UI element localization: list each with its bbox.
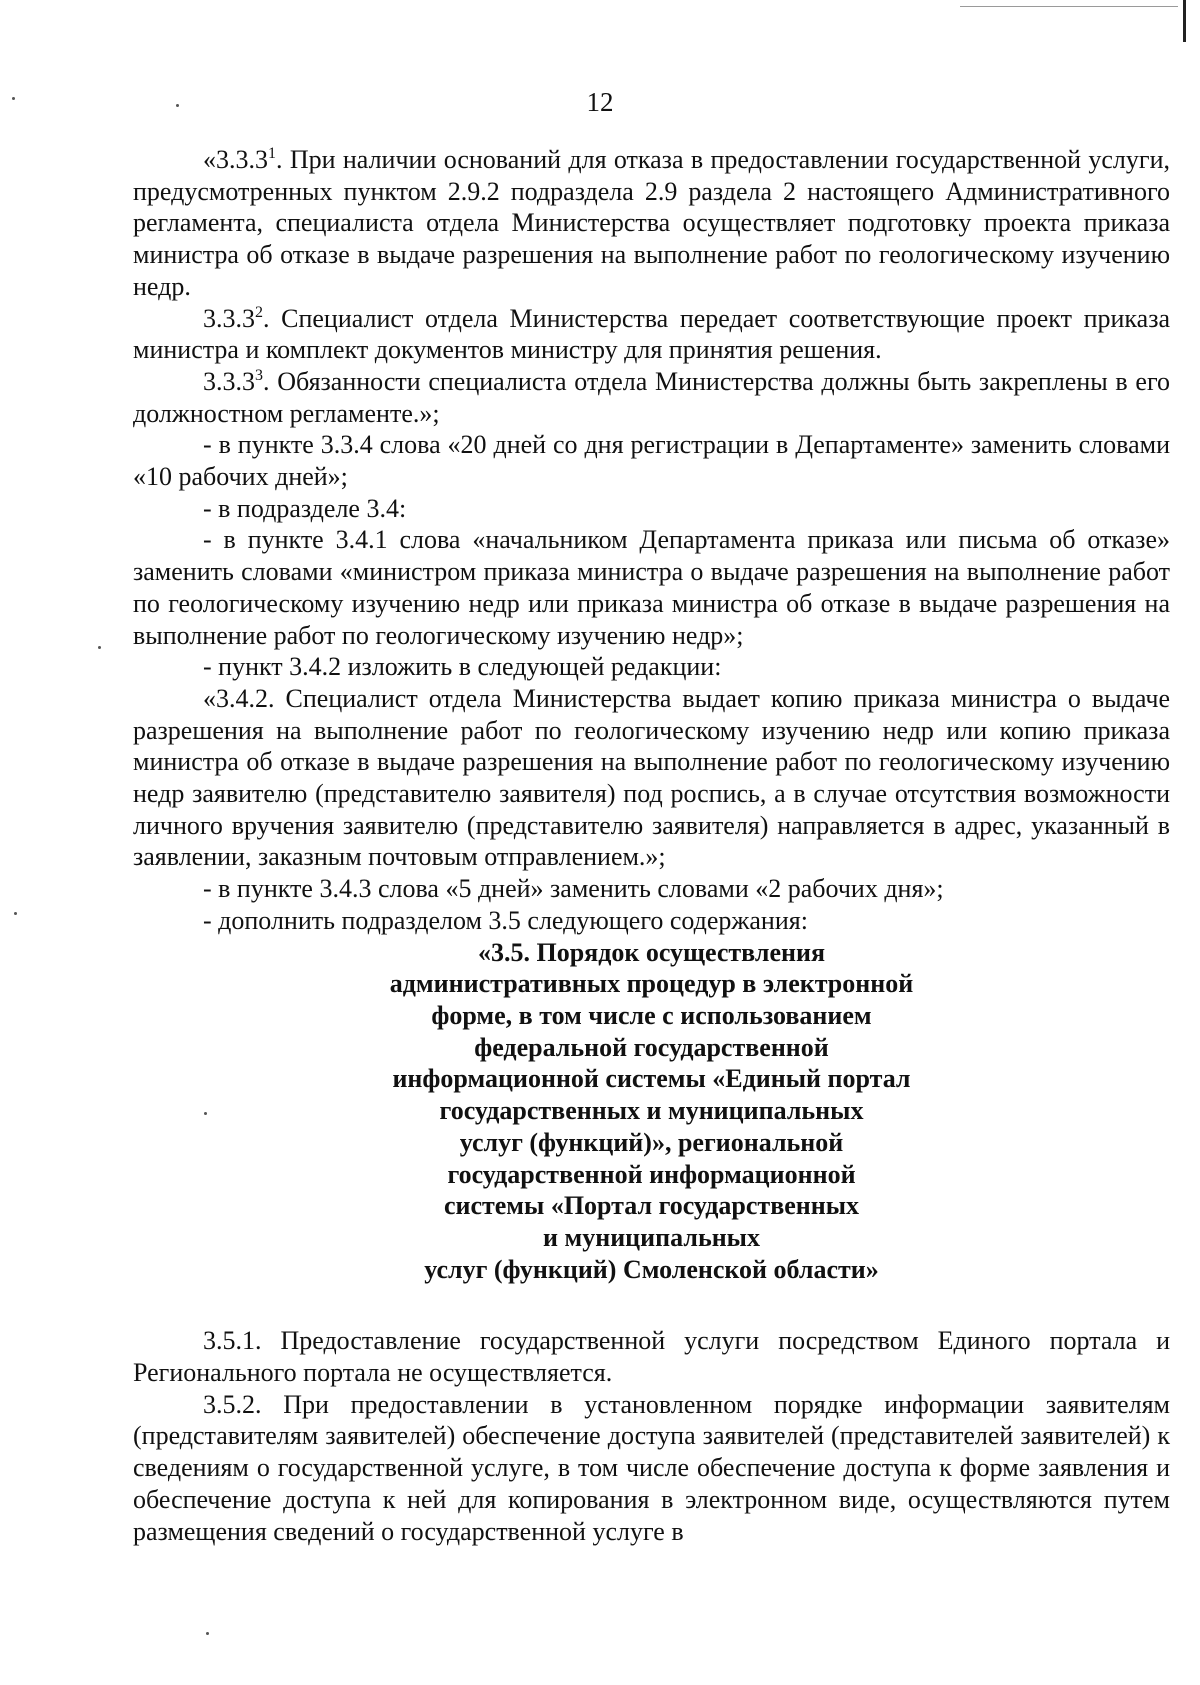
paragraph-3-5-2: 3.5.2. При предоставлении в установленном порядке информации заявителям (представителям заявителей) обеспечение доступа заявителей (представителей заявителей) к сведениям о государственной услуге, в том числе обеспечение доступа к форме заявления и обеспечение доступа к ней для копирования в электронном виде, осуществляются путем размещения сведений о государственной услуге в (133, 1389, 1170, 1546)
paragraph-3-3-3-2: 3.3.3$^2$. Специалист отдела Министерства передает соответствующие проект приказа министра и комплект документов министру для принятия решения. (133, 303, 1170, 365)
scan-speck (206, 1632, 209, 1635)
paragraph-3-3-3-3: 3.3.3$^3$. Обязанности специалиста отдела Министерства должны быть закреплены в его должностном регламенте.»; (133, 366, 1170, 428)
scan-speck (98, 646, 101, 649)
heading-line: услуг (функций) Смоленской области» (424, 1254, 879, 1284)
heading-line: государственных и муниципальных (439, 1096, 864, 1126)
scan-edge-bar (1183, 0, 1186, 42)
paragraph-3-5-1: 3.5.1. Предоставление государственной услуги посредством Единого портала и Регионального портала не осуществляется. (133, 1326, 1170, 1388)
heading-line: информационной системы «Единый портал (392, 1064, 911, 1094)
amendment-item: - в пункте 3.3.4 слова «20 дней со дня регистрации в Департаменте» заменить словами «10 рабочих дней»; (133, 430, 1170, 492)
paragraph-3-3-3-1: «3.3.3$^1$. При наличии оснований для отказа в предоставлении государственной услуги, предусмотренных пунктом 2.9.2 подраздела 2.9 раздела 2 настоящего Административного регламента, специалиста отдела Министерства осуществляет подготовку проекта приказа министра об отказе в выдаче разрешения на выполнение работ по геологическому изучению недр. (133, 145, 1170, 301)
amendment-item: - в пункте 3.4.3 слова «5 дней» заменить словами «2 рабочих дня»; (203, 874, 944, 904)
document-body (133, 144, 1170, 1547)
page-number: 12 (586, 87, 614, 117)
scan-edge-line (960, 6, 1178, 7)
amendment-item: - в пункте 3.4.1 слова «начальником Департамента приказа или письма об отказе» заменить словами «министром приказа министра о выдаче разрешения на выполнение работ по геологическому изучению недр или приказа министра об отказе в выдаче разрешения на выполнение работ по геологическому изучению недр»; (133, 525, 1170, 650)
scan-speck (14, 912, 17, 915)
heading-line: государственной информационной (447, 1159, 856, 1189)
amendment-item: - в подразделе 3.4: (203, 493, 407, 523)
heading-line: форме, в том числе с использованием (431, 1000, 872, 1030)
heading-line: «3.5. Порядок осуществления (477, 937, 826, 967)
spacer (133, 1285, 1170, 1325)
paragraph-3-4-2: «3.4.2. Специалист отдела Министерства выдает копию приказа министра о выдаче разрешения на выполнение работ по геологическому изучению недр или копию приказа министра об отказе в выдаче разрешения на выполнение работ по геологическому изучению недр заявителю (представителю заявителя) под роспись, а в случае отсутствия возможности личного вручения заявителю (представителю заявителя) направляется в адрес, указанный в заявлении, заказным почтовым отправлением.»; (133, 683, 1170, 872)
amendment-item: - пункт 3.4.2 изложить в следующей редакции: (203, 652, 722, 682)
heading-line: услуг (функций)», региональной (459, 1127, 844, 1157)
section-heading-3-5 (342, 937, 962, 1286)
amendment-item: - дополнить подразделом 3.5 следующего содержания: (203, 905, 808, 935)
heading-line: и муниципальных (543, 1222, 760, 1252)
heading-line: федеральной государственной (474, 1032, 829, 1062)
heading-line: системы «Портал государственных (443, 1191, 860, 1221)
heading-line: административных процедур в электронной (389, 969, 914, 999)
